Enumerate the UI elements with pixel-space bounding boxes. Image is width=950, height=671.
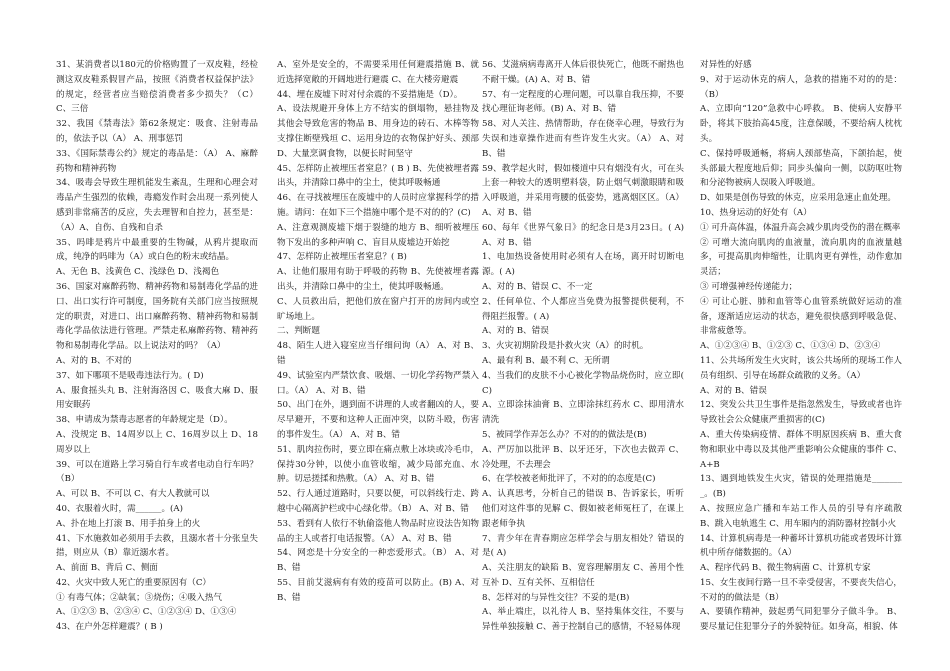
question-text: 13、遇到地铁发生火灾，错误的处理措施是________。(B)	[700, 474, 902, 500]
column-3	[482, 58, 684, 635]
question-text: 33、《国际禁毒公约》规定的毒品是：（A） A、麻醉药物和精神药物	[56, 148, 258, 174]
question-text: 二、判断题	[277, 326, 320, 337]
column-4	[700, 58, 902, 635]
question-text: A、关注朋友的缺陷 B、宽容理解朋友 C、善用个性互补 D、互有关怀、互相信任	[482, 563, 684, 588]
question-text: A、服食摇头丸 B、注射海洛因 C、吸食大麻 D、服用安眠药	[56, 385, 258, 411]
question-text: 15、女生夜间行路一旦不幸受侵害，不要丧失信心，不对的的做法是（B）	[700, 577, 902, 603]
question-text: 32、我国《禁毒法》第62条规定：吸食、注射毒品的，依法予以（A） A、刑事惩罚	[56, 119, 258, 144]
question-text: 9、对于运动休克的病人，急救的措施不对的的是：（B）	[700, 74, 902, 100]
question-text: 36、国家对麻醉药物、精神药物和易制毒化学品的进口、出口实行许可制度，国务院有关部门应当按照规定的职责，对进口、出口麻醉药物、精神药物和易制毒化学品依法进行管理。严禁走私麻醉药物、精神药物和易制毒化学品。以上说法对的吗？（A）	[56, 281, 258, 352]
question-text: 34、吸毒会导致生理机能发生紊乱，生理和心理会对毒品产生强烈的依赖，毒瘾发作时会出现一系列使人感到非常痛苦的反应，失去理智和自控力，甚至是：（A）A、自伤、自残和自杀	[56, 178, 258, 233]
question-text: A、严厉加以批评 B、以牙还牙，下次也去做弄 C、冷处理，不去理会	[482, 444, 684, 470]
question-text: 39、可以在道路上学习骑自行车或者电动自行车吗？（B）	[56, 459, 258, 485]
question-text: 43、在户外怎样避震？( B )	[56, 622, 163, 633]
question-text: A、扑在地上打滚 B、用手拍身上的火	[56, 518, 201, 529]
question-text: 5、被同学作弄怎么办？不对的的做法是(B)	[482, 429, 647, 440]
question-text: C、人员救出后，把他们放在窗户打开的房间内或空旷场地上。	[277, 296, 479, 322]
question-text: ① 有毒气体；②缺氧；③烧伤；④吸入热气	[56, 592, 223, 603]
question-text: ③ 可增强神经传递能力；	[700, 281, 798, 292]
question-text: 55、目前艾滋病有有效的疫苗可以防止。(B) A、对 B、错	[277, 577, 479, 603]
question-text: A、对的 B、错误	[482, 326, 549, 337]
question-text: 2、任何单位、个人都应当免费为报警提供便利，不得阻拦报警。( A)	[482, 296, 684, 322]
question-text: C、保持呼吸通畅，将病人颈部垫高，下颌抬起，使头部最大程度地后仰；同步头偏向一侧，以防呕吐物和分泌物被病人误吸入呼吸道。	[700, 148, 902, 189]
question-text: A、让他们服用有助于呼吸的药物 B、先使被埋者露出头，并清除口鼻中的尘土，使其呼吸畅通。	[277, 267, 479, 292]
question-text: A、重大传染病疫情、群体不明原因疾病 B、重大食物和职业中毒以及其他严重影响公众健康的事件 C、A+B	[700, 429, 902, 470]
question-text: A、程序代码 B、微生物病菌 C、计算机专家	[700, 563, 871, 574]
question-text: 14、计算机病毒是一种蓄坏计算机功能或者毁坏计算机中所存储数据的。（A）	[700, 533, 902, 559]
question-text: A、对的 B、错误	[700, 385, 767, 396]
question-text: A、注意观测废墟下烟于裂缝的地方 B、细听被埋压物下发出的多种声响 C、盲目从废墟边开始挖	[277, 222, 479, 248]
question-text: 56、艾滋病病毒离开人体后很快死亡，他既不耐热也不耐干燥。(A) A、对 B、错	[482, 60, 684, 85]
column-2	[277, 58, 479, 605]
question-text: ④ 可让心脏、肺和血管等心血管系统做好运动的准备，逐渐适应运动的状态，避免很快感到呼吸急促、非常疲惫等。	[700, 296, 902, 337]
question-text: 52、行人通过道路时，只要以便，可以斜线行走、跨越中心隔离护栏或中心绿化带。（B） A、对 B、错	[277, 489, 479, 514]
question-text: 53、看到有人依行不轨偷盗他人物品时应设法告知物品的主人或者打电话报警。（A） A、对 B、错	[277, 518, 479, 544]
question-text: 35、吗啡是鸦片中最重要的生物碱，从鸦片提取而成，纯净的吗啡为（A）或白色的粉末或结晶。	[56, 237, 258, 263]
question-text: 10、热身运动的好处有（A）	[700, 207, 812, 218]
question-text: A、要镇作精神，鼓起勇气同犯罪分子做斗争。 B、要尽量记住犯罪分子的外貌特征。如身高，相貌、体	[700, 607, 902, 633]
question-text: 37、如下哪项不是吸毒违法行为。( D)	[56, 370, 204, 381]
question-text: A、①②③④ B、①②③ C、①③④ D、②③④	[700, 341, 881, 352]
question-text: A、可以 B、不可以 C、有大人教就可以	[56, 489, 210, 500]
question-text: 3、火灾初期阶段是扑救火灾（A）的时机。	[482, 341, 649, 352]
question-text: A、对的 B、不对的	[56, 355, 132, 366]
question-text: 11、公共场所发生火灾时，该公共场所的现场工作人员有组织、引导在场群众疏散的义务。（A）	[700, 355, 902, 381]
question-text: 49、试验室内严禁饮食、吸烟、一切化学药物严禁入口。（A） A、对 B、错	[277, 370, 479, 396]
question-text: 57、有一定程度的心理问题，可以靠自我压抑，不要找心理征询老师。(B) A、对 B、错	[482, 89, 684, 115]
column-1	[56, 58, 258, 635]
question-text: 44、埋在废墟下时对付余震的不妥措施是（D）。	[277, 89, 463, 100]
question-text: 51、肌肉拉伤时，要立即在痛点敷上冰块或冷毛巾，保持30分钟，以使小血管收缩，减少局部充血、水肿。切忌搓揉和热敷。（A） A、对 B、错	[277, 444, 479, 485]
question-text: A、无色 B、浅黄色 C、浅绿色 D、浅褐色	[56, 267, 220, 278]
question-text: 50、出门在外，遇到面不讲理的人或者翻凶的人，要尽早避开，不要和这种人正面冲突，以防斗殴，伤害的事件发生。（A） A、对 B、错	[277, 400, 479, 440]
question-text: 42、火灾中致人死亡的重要原因有（C）	[56, 577, 212, 588]
question-text: A、立即涂抹油膏 B、立即涂抹红药水 C、即用清水清洗	[482, 400, 684, 426]
question-text: A、没规定 B、14周岁以上 C、16周岁以上 D、18周岁以上	[56, 429, 258, 455]
question-text: 40、衣服着火时，需______。(A)	[56, 503, 183, 514]
question-text: 48、陌生人进入寝室应当仔细问询（A） A、对 B、错	[277, 341, 479, 366]
question-text: D、如果是创伤导致的休克，应采用急速止血处理。	[700, 193, 896, 204]
question-text: 47、怎样防止被埋压者窒息？( B)	[277, 252, 407, 263]
question-text: ② 可增大流向肌肉的血液量，流向肌肉的血液量越多，可提高肌肉伸缩性，让肌肉更有弹性，动作愈加灵活；	[700, 237, 902, 278]
question-text: 41、下水施救如必须用手去救，且溺水者十分张皇失措，则应从（B）靠近溺水者。	[56, 533, 258, 559]
question-text: 12、突发公共卫生事件是指忽然发生，导致或者也许导致社会公众健康严重损害的(C)	[700, 400, 902, 426]
question-text: A、室外是安全的，不需要采用任何避震措施 B、就近选择宽敞的开阔地进行避震 C、在大楼旁避震	[277, 60, 479, 85]
question-text: 6、在学校被老师批评了，不对的的态度是(C)	[482, 474, 656, 485]
question-text: 46、在寻找被埋压在废墟中的人员时应掌握科学的措施。请问：在如下三个措施中哪个是不对的的？(C)	[277, 193, 479, 218]
question-text: 59、教学起火时，假如楼道中只有烟没有火，可在头上套一种较大的透明塑料袋，防止烟气刺激眼睛和吸入呼吸道，并采用弯腰的低姿势，逃离烟区区。（A） A、对 B、错	[482, 163, 684, 218]
question-text: 8、怎样对的与异性交往？不妥的是(B)	[482, 592, 630, 603]
question-text: A、前面 B、背后 C、侧面	[56, 563, 158, 574]
question-text: 58、对人关注、热情帮助，存在侥幸心理，导致行为失误和违章操作进而有些许发生火灾。（A） A、对 B、错	[482, 119, 684, 159]
question-text: A、①②③ B、②③④ C、①②③④ D、①③④	[56, 607, 237, 618]
question-text: A、对的 B、错误 C、不一定	[482, 281, 593, 292]
question-text: 1、电加热设备使用时必须有人在场，离开时切断电源。( A)	[482, 252, 684, 278]
question-text: 31、某消费者以180元的价格购置了一双皮鞋，经检测这双皮鞋系假冒产品，按照《消费者权益保护法》的规定，经营者应当赔偿消费者多少损失？（C）C、三倍	[56, 60, 258, 115]
question-text: 7、青少年在青春期应怎样学会与朋友相处？错误的是( A)	[482, 533, 684, 559]
question-text: A、按照应急广播和车站工作人员的引导有序疏散 B、跳入电轨逃生 C、用车厢内的消防器材控制小火	[700, 503, 902, 529]
question-text: A、举止端庄，以礼待人 B、坚持集体交往，不要与异性单独接触 C、善于控制自己的感情，不轻易体现	[482, 607, 684, 633]
question-text: 4、当我们的皮肤不小心被化学物品烧伤时，应立即( C)	[482, 370, 684, 396]
question-text: 45、怎样防止被埋压者窒息？( B ) B、先使被埋者露出头，并清除口鼻中的尘土，使其呼吸畅通	[277, 163, 479, 189]
question-text: A、最有利 B、最不利 C、无所谓	[482, 355, 610, 366]
question-text: ① 可升高体温，体温升高会减少肌肉受伤的潜在概率	[700, 222, 901, 233]
question-text: 对异性的好感	[700, 60, 752, 70]
question-text: 38、申请成为禁毒志愿者的年龄规定是（D）。	[56, 415, 233, 426]
question-text: A、立即向“120”急救中心呼救。 B、使病人安静平卧，将其下肢抬高45度，注意保暖，不要给病人枕枕头。	[700, 104, 902, 144]
question-text: A、认真思考，分析自己的错误 B、告诉家长，听听他们对这件事的见解 C、假如被老师冤枉了，在课上跟老师争执	[482, 489, 684, 529]
question-text: 60、每年《世界气象日》的纪念日是3月23日。( A) A、对 B、错	[482, 222, 684, 248]
question-text: A、设法规避开身体上方不结实的倒塌物，悬挂物及其他会导致危害的物品 B、用身边的砖石、木棒等物支撑住断壁残垣 C、运用身边的衣物保护好头、颈部 D、大量烹调食物，以便长时间坚守	[277, 104, 479, 159]
question-text: 54、网恋是十分安全的一种恋爱形式。（B） A、对 B、错	[277, 548, 479, 574]
